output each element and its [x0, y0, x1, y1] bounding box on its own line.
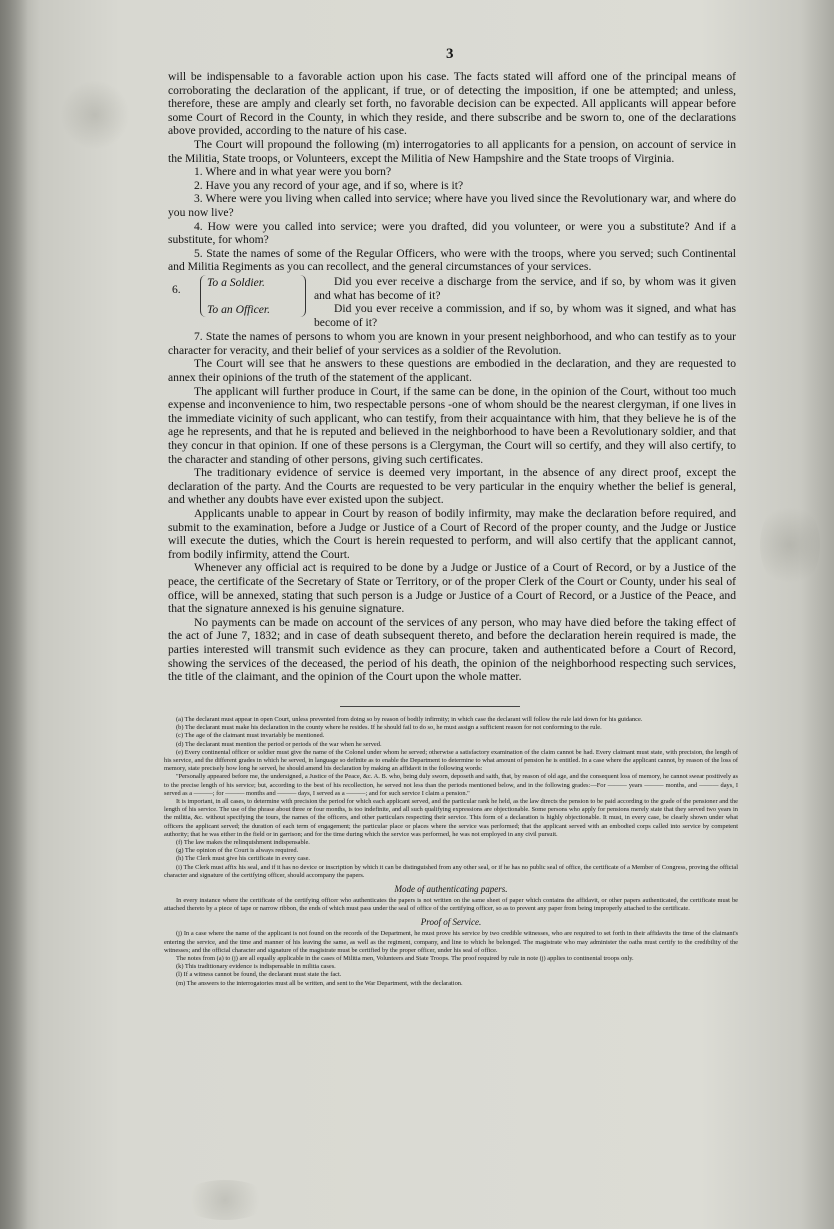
- mode-heading: Mode of authenticating papers.: [394, 884, 508, 895]
- footnote: It is important, in all cases, to determine with precision the period for which each applicant served, and the particular rank he held, as the law directs the pension to be paid according to the grade of the pensioner and the length of his service. The use of the phrase about three or four months, is too indefinite, and all such qualifying expressions are objectionable. Some persons who apply for pensions merely state that they served two years in the militia, &c. without specifying the tours, the names of the officers, and other particulars respecting their service. This form of a declaration is highly objectionable. It must, in every case, be clearly shown under what officers the applicant served; the duration of each term of engagement; the particular place or places where the service was performed; that the applicant served with an embodied corps called into service by competent authority; that he was either in the field or in garrison; and for the time during which the service was performed, he was not employed in any civil pursuit.: [164, 798, 738, 838]
- officer-label: To an Officer.: [207, 302, 271, 316]
- page-number: 3: [446, 46, 454, 62]
- soldier-question: Did you ever receive a discharge from the service, and if so, by whom was it given and what has become of it?: [314, 274, 736, 302]
- footnote: (e) Every continental officer or soldier must give the name of the Colonel under whom he served; otherwise a satisfactory examination of the claim cannot be had. Every claimant must state, with precision, the length of his service, and the different grades in which he served, in language so definite as to enable the Department to determine to what amount of pension he is entitled. In a case where the applicant cannot, by reason of the loss of memory, state precisely how long he served, he should amend his declaration by making an affidavit in the following words:: [164, 748, 738, 773]
- paragraph: will be indispensable to a favorable action upon his case. The facts stated will afford one of the principal means of corroborating the declaration of the applicant, if true, or of detecting the imposition, if one be attempted; and unless, therefore, these are amply and clearly set forth, no favorable decision can be expected. All applicants will appear before some Court of Record in the County, in which they reside, and there subscribe and be sworn to, one of the declarations above provided, according to the nature of his case.: [168, 70, 736, 138]
- footnotes: [164, 716, 738, 988]
- paper-stain: [60, 80, 130, 150]
- proof-note: (j) In a case where the name of the applicant is not found on the records of the Department, he must prove his service by two credible witnesses, who are required to set forth in their affidavits the time of the claimant's entering the service, and the time and manner of his leaving the same, as well as the regiment, company, and line to which he belonged. The magistrate who may administer the oaths must certify to the credibility of the witnesses; and the official character and signature of the magistrate must be certified by the proper officer, under his seal of office.: [164, 930, 738, 954]
- main-text: [168, 70, 736, 684]
- paragraph: Applicants unable to appear in Court by reason of bodily infirmity, may make the declaration before required, and submit to the examination, before a Judge or Justice of a Court of Record of the proper county, and the Judge or Justice will execute the duties, which the Court is herein requested to perform, and will also certify that the applicant cannot, from bodily infirmity, attend the Court.: [168, 507, 736, 561]
- paragraph: The traditionary evidence of service is deemed very important, in the absence of any direct proof, except the declaration of the party. And the Courts are requested to be very particular in the enquiry whether the belief is general, and whether any doubts have ever existed upon the subject.: [168, 466, 736, 507]
- mode-text: In every instance where the certificate of the certifying officer who authenticates the papers is not written on the same sheet of paper which contains the affidavit, or other papers authenticated, the certificate must be attached thereto by a piece of tape or narrow ribbon, the ends of which must pass under the seal of office of the certifying officer, so as to prevent any paper from being improperly attached to the certificate.: [164, 897, 738, 913]
- footnote: "Personally appeared before me, the undersigned, a Justice of the Peace, &c. A. B. who, being duly sworn, deposeth and saith, that, by reason of old age, and the consequent loss of memory, he cannot swear positively as to the precise length of his service; but, according to the best of his recollection, he served not less than the periods mentioned below, and in the following grades:—For ——— years ——— months, and ——— days, I served as a ———; for ——— months and ——— days, I served as a ———; and for such service I claim a pension.": [164, 773, 738, 797]
- proof-note: (k) This traditionary evidence is indispensable in militia cases.: [176, 963, 336, 971]
- paragraph: The Court will propound the following (m) interrogatories to all applicants for a pension, on account of service in the Militia, State troops, or Volunteers, except the Militia of New Hampshire and the State troops of Virginia.: [168, 137, 736, 165]
- page-fold-shadow: [0, 0, 28, 1229]
- footnote: (g) The opinion of the Court is always required.: [176, 847, 299, 855]
- brace-labels: [200, 275, 306, 317]
- interrogatory: 5. State the names of some of the Regular Officers, who were with the troops, where you served; such Continental and Militia Regiments as you can recollect, and the general circumstances of your services.: [168, 246, 736, 274]
- section-divider: [340, 706, 520, 707]
- proof-heading: Proof of Service.: [420, 917, 482, 928]
- officer-question: Did you ever receive a commission, and if so, by whom was it signed, and what has become of it?: [314, 302, 736, 329]
- proof-note: (l) If a witness cannot be found, the declarant must state the fact.: [176, 971, 342, 979]
- interrogatory: 7. State the names of persons to whom you are known in your present neighborhood, and who can testify as to your character for veracity, and their belief of your services as a soldier of the Revolution.: [168, 330, 736, 357]
- paper-stain: [180, 1180, 270, 1220]
- brace-texts: [306, 275, 736, 329]
- paragraph: Whenever any official act is required to be done by a Judge or Justice of a Court of Record, or by a Justice of the peace, the certificate of the Secretary of State or Territory, or of the proper Clerk of the Court or County, under his seal of office, will be annexed, stating that such person is a Judge or Justice of a Court of Record, or a Justice of the Peace, and that the signature annexed is his genuine signature.: [168, 561, 736, 616]
- interrogatory: 2. Have you any record of your age, and if so, where is it?: [194, 178, 464, 192]
- footnote: (a) The declarant must appear in open Court, unless prevented from doing so by reason of bodily infirmity; in which case the declarant will follow the rule laid down for his guidance.: [176, 716, 643, 723]
- interrogatory: 3. Where were you living when called into service; where have you lived since the Revolutionary war, and where do you now live?: [168, 192, 736, 219]
- interrogatory-number: 6.: [172, 282, 181, 296]
- footnote: (c) The age of the claimant must invariably be mentioned.: [176, 732, 325, 740]
- footnote: (h) The Clerk must give his certificate in every case.: [176, 855, 311, 863]
- proof-note: (m) The answers to the interrogatories must all be written, and sent to the War Department, with the declaration.: [176, 979, 463, 987]
- footnote: (b) The declarant must make his declaration in the county where he resides. If he should fail to do so, he must assign a sufficient reason for not conforming to the rule.: [176, 724, 602, 732]
- paragraph: The applicant will further produce in Court, if the same can be done, in the opinion of the Court, without too much expense and inconvenience to him, two respectable persons -one of whom should be the nearest clergyman, if one lives in the immediate vicinity of such applicant, who can testify, from their acquaintance with him, that they believe he is of the age he represents, and that he is reputed and believed in the neighborhood to have been a Revolutionary soldier, and that they concur in that opinion. If one of these persons is a Clergyman, the Court will so certify, and they will also certify, to the character and standing of other persons, giving such certificates.: [168, 384, 736, 466]
- paragraph: No payments can be made on account of the services of any person, who may have died before the taking effect of the act of June 7, 1832; and in case of death subsequent thereto, and before the declaration herein required is made, the parties interested will transmit such evidence as they can procure, taken and authenticated before a Court of Record, showing the services of the deceased, the period of his death, the opinion of the neighborhood respecting such services, the title of the claimant, and the opinion of the Court upon the whole matter.: [168, 615, 736, 684]
- interrogatory: 4. How were you called into service; were you drafted, did you volunteer, or were you a substitute? And if a substitute, for whom?: [168, 219, 736, 247]
- footnote: (d) The declarant must mention the period or periods of the war when he served.: [176, 740, 382, 748]
- paper-stain: [760, 500, 820, 590]
- footnote: (f) The law makes the relinquishment indispensable.: [176, 839, 310, 847]
- proof-note: The notes from (a) to (j) are all equally applicable in the cases of Militia men, Volunteers and State Troops. The proof required by rule in note (j) applies to continental troops only.: [176, 955, 634, 963]
- interrogatory-6: [168, 275, 736, 329]
- paragraph: The Court will see that he answers to these questions are embodied in the declaration, and they are requested to annex their opinions of the truth of the statement of the applicant.: [168, 357, 736, 385]
- footnote: (i) The Clerk must affix his seal, and if it has no device or inscription by which it can be distinguished from any other seal, or if he has no public seal of office, the certificate of a Member of Congress, proving the official character and signature of the certifying officer, should accompany the papers.: [164, 863, 738, 879]
- interrogatory: 1. Where and in what year were you born?: [194, 165, 392, 179]
- soldier-label: To a Soldier.: [207, 275, 265, 289]
